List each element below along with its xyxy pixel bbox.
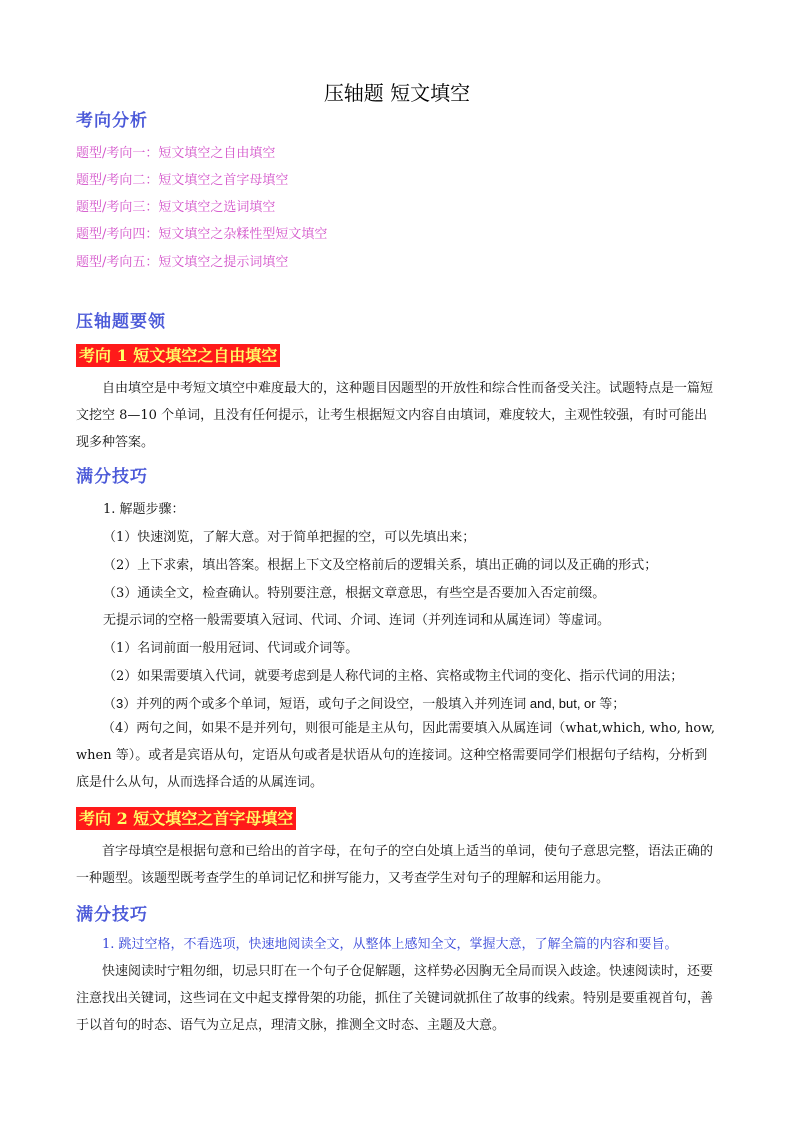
direction-2-intro — [76, 838, 718, 892]
section-heading-analysis: 考向分析 — [76, 111, 148, 131]
type-item: 题型/考向五：短文填空之提示词填空 — [76, 255, 289, 270]
step-item: （3）通读全文，检查确认。特别要注意，根据文章意思，有些空是否要加入否定前缀。 — [103, 586, 606, 601]
page-title: 压轴题 短文填空 — [323, 81, 471, 105]
type-item: 题型/考向一：短文填空之自由填空 — [76, 146, 276, 161]
no-prompt-note: 无提示词的空格一般需要填入冠词、代词、介词、连词（并列连词和从属连词）等虚词。 — [103, 613, 611, 628]
intro-paragraph: 自由填空是中考短文填空中难度最大的，这种题目因题型的开放性和综合性而备受关注。试题特点是一篇短文挖空 8—10 个单词，且没有任何提示，让考生根据短文内容自由填词，难度较大，主观性较强，有时可能出现多种答案。 — [76, 381, 714, 450]
step-item: （1）快速浏览，了解大意。对于简单把握的空，可以先填出来； — [103, 530, 476, 545]
rule-item: （3）并列的两个或多个单词，短语，或句子之间设空，一般填入并列连词 and, but, or 等； — [103, 696, 626, 711]
step-item: （2）上下求索，填出答案。根据上下文及空格前后的逻辑关系，填出正确的词以及正确的形式； — [103, 558, 658, 573]
direction-1-banner: 考向 1 短文填空之自由填空 — [76, 344, 280, 367]
intro-paragraph: 首字母填空是根据句意和已给出的首字母，在句子的空白处填上适当的单词，使句子意思完整，语法正确的一种题型。该题型既考查学生的单词记忆和拼写能力，又考查学生对句子的理解和运用能力。 — [76, 844, 714, 886]
rule-item: （2）如果需要填入代词，就要考虑到是人称代词的主格、宾格或物主代词的变化、指示代词的用法； — [103, 669, 684, 684]
type-item: 题型/考向二：短文填空之首字母填空 — [76, 173, 289, 188]
tip-1-body: 快速阅读时宁粗勿细，切忌只盯在一个句子仓促解题，这样势必因胸无全局而误入歧途。快速阅读时，还要注意找出关键词，这些词在文中起支撑骨架的功能，抓住了关键词就抓住了故事的线索。特别是要重视首句，善于以首句的时态、语气为立足点，理清文脉，推测全文时态、主题及大意。 — [76, 964, 714, 1033]
direction-1-intro — [76, 375, 718, 456]
tip-1-block — [76, 931, 718, 1039]
rule-item: （1）名词前面一般用冠词、代词或介词等。 — [103, 641, 359, 656]
rule-4-paragraph — [76, 715, 718, 796]
section-heading-skills-2: 满分技巧 — [76, 905, 148, 925]
rule-item: （4）两句之间，如果不是并列句，则很可能是主从句，因此需要填入从属连词（what,which, who, how, when 等）。或者是宾语从句，定语从句或者是状语从句的连接词。这种空格需要同学们根据句子结构，分析到底是什么从句，从而选择合适的从属连词。 — [76, 721, 715, 790]
direction-2-banner: 考向 2 短文填空之首字母填空 — [76, 807, 296, 830]
section-heading-skills-1: 满分技巧 — [76, 467, 148, 487]
section-heading-key-points: 压轴题要领 — [76, 312, 166, 332]
type-item: 题型/考向四：短文填空之杂糅性型短文填空 — [76, 227, 328, 242]
type-item: 题型/考向三：短文填空之选词填空 — [76, 200, 276, 215]
tip-1-heading: 1. 跳过空格，不看选项，快速地阅读全文，从整体上感知全文，掌握大意，了解全篇的内容和要旨。 — [102, 937, 678, 952]
steps-title: 1. 解题步骤： — [103, 502, 185, 517]
